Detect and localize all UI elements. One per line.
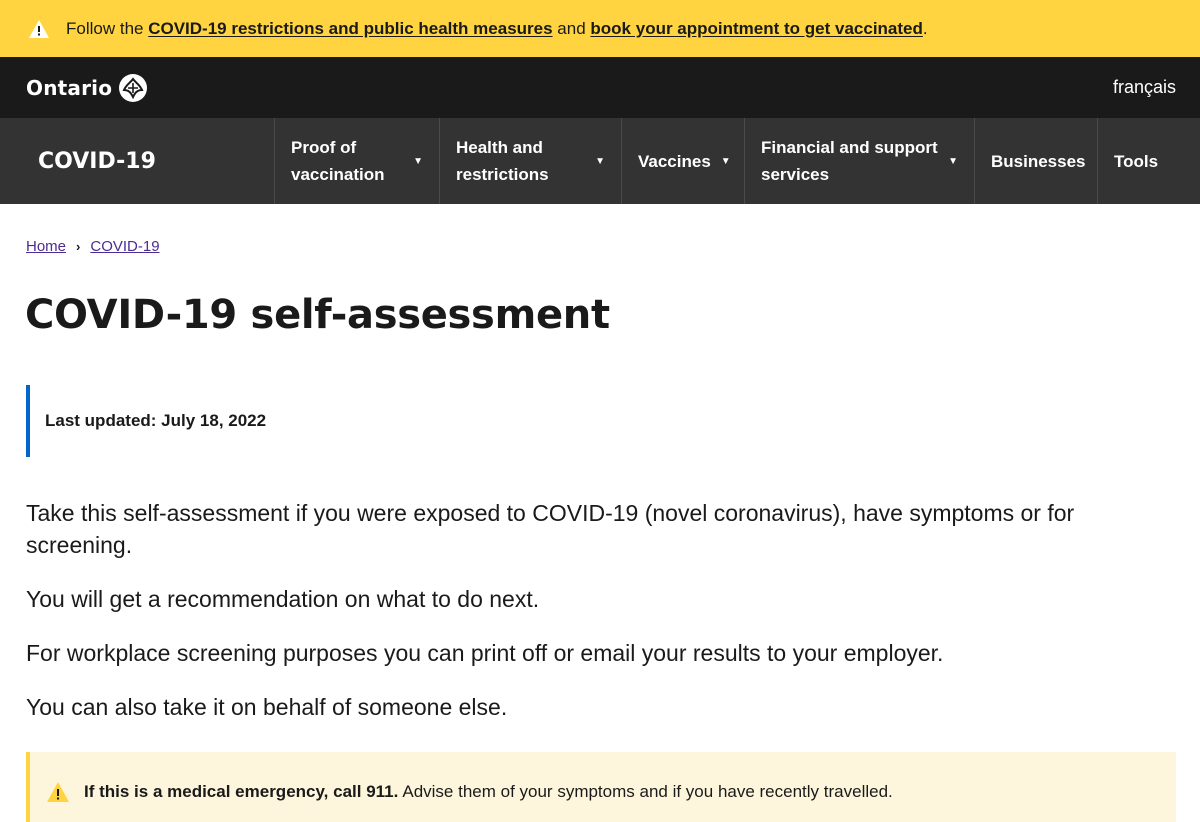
logo-text: Ontario <box>26 75 113 100</box>
chevron-right-icon: › <box>76 239 81 254</box>
nav-item-health-and-restrictions[interactable] <box>440 118 622 204</box>
breadcrumb-covid19-link[interactable]: COVID-19 <box>90 238 160 255</box>
alert-suffix: . <box>922 18 928 38</box>
medical-emergency-warning <box>26 752 1176 822</box>
alert-prefix: Follow the <box>66 18 144 38</box>
warning-triangle-icon <box>28 19 50 39</box>
caret-down-icon: ▼ <box>720 155 731 167</box>
nav-item-label: Vaccines <box>638 151 711 171</box>
last-updated-callout <box>26 385 266 457</box>
nav-item-label: Health and restrictions <box>456 138 549 184</box>
nav-item-label: Proof of vaccination <box>291 138 385 184</box>
intro-paragraph: You can also take it on behalf of someone else. <box>26 694 508 720</box>
restrictions-link[interactable]: COVID-19 restrictions and public health measures <box>148 18 553 38</box>
intro-paragraph: For workplace screening purposes you can print off or email your results to your employer. <box>26 640 944 666</box>
caret-down-icon: ▼ <box>413 155 423 167</box>
nav-item-label: Tools <box>1114 151 1159 171</box>
nav-item-businesses[interactable] <box>975 118 1098 204</box>
trillium-icon <box>118 73 148 103</box>
nav-item-vaccines[interactable] <box>622 118 745 204</box>
intro-paragraph: You will get a recommendation on what to do next. <box>26 586 540 612</box>
last-updated-text: Last updated: July 18, 2022 <box>45 411 267 430</box>
ontario-header <box>0 57 1200 118</box>
caret-down-icon: ▼ <box>595 155 605 167</box>
breadcrumb <box>26 238 160 255</box>
breadcrumb-home-link[interactable]: Home <box>26 238 67 255</box>
page-title: COVID-19 self-assessment <box>25 292 610 338</box>
alert-middle: and <box>557 18 586 38</box>
covid-nav <box>0 118 1200 204</box>
nav-item-tools[interactable] <box>1098 118 1200 204</box>
nav-item-label: Businesses <box>991 151 1086 171</box>
warning-triangle-icon <box>46 781 70 803</box>
book-vaccination-link[interactable]: book your appointment to get vaccinated <box>590 18 923 38</box>
emergency-text: Advise them of your symptoms and if you have recently travelled. <box>402 782 893 801</box>
language-toggle-link[interactable]: français <box>1112 77 1176 97</box>
ontario-logo[interactable] <box>26 73 148 103</box>
nav-brand-covid19[interactable]: COVID-19 <box>0 118 275 204</box>
covid-alert-banner <box>0 0 1200 57</box>
nav-item-financial-and-support-services[interactable] <box>745 118 975 204</box>
emergency-bold-text: If this is a medical emergency, call 911. <box>84 782 399 801</box>
intro-paragraph: Take this self-assessment if you were exposed to COVID-19 (novel coronavirus), have symptoms or for screening. <box>26 500 1075 558</box>
intro-content <box>26 497 1176 745</box>
nav-item-proof-of-vaccination[interactable] <box>275 118 440 204</box>
caret-down-icon: ▼ <box>948 155 958 167</box>
nav-item-label: Financial and support services <box>761 138 938 184</box>
